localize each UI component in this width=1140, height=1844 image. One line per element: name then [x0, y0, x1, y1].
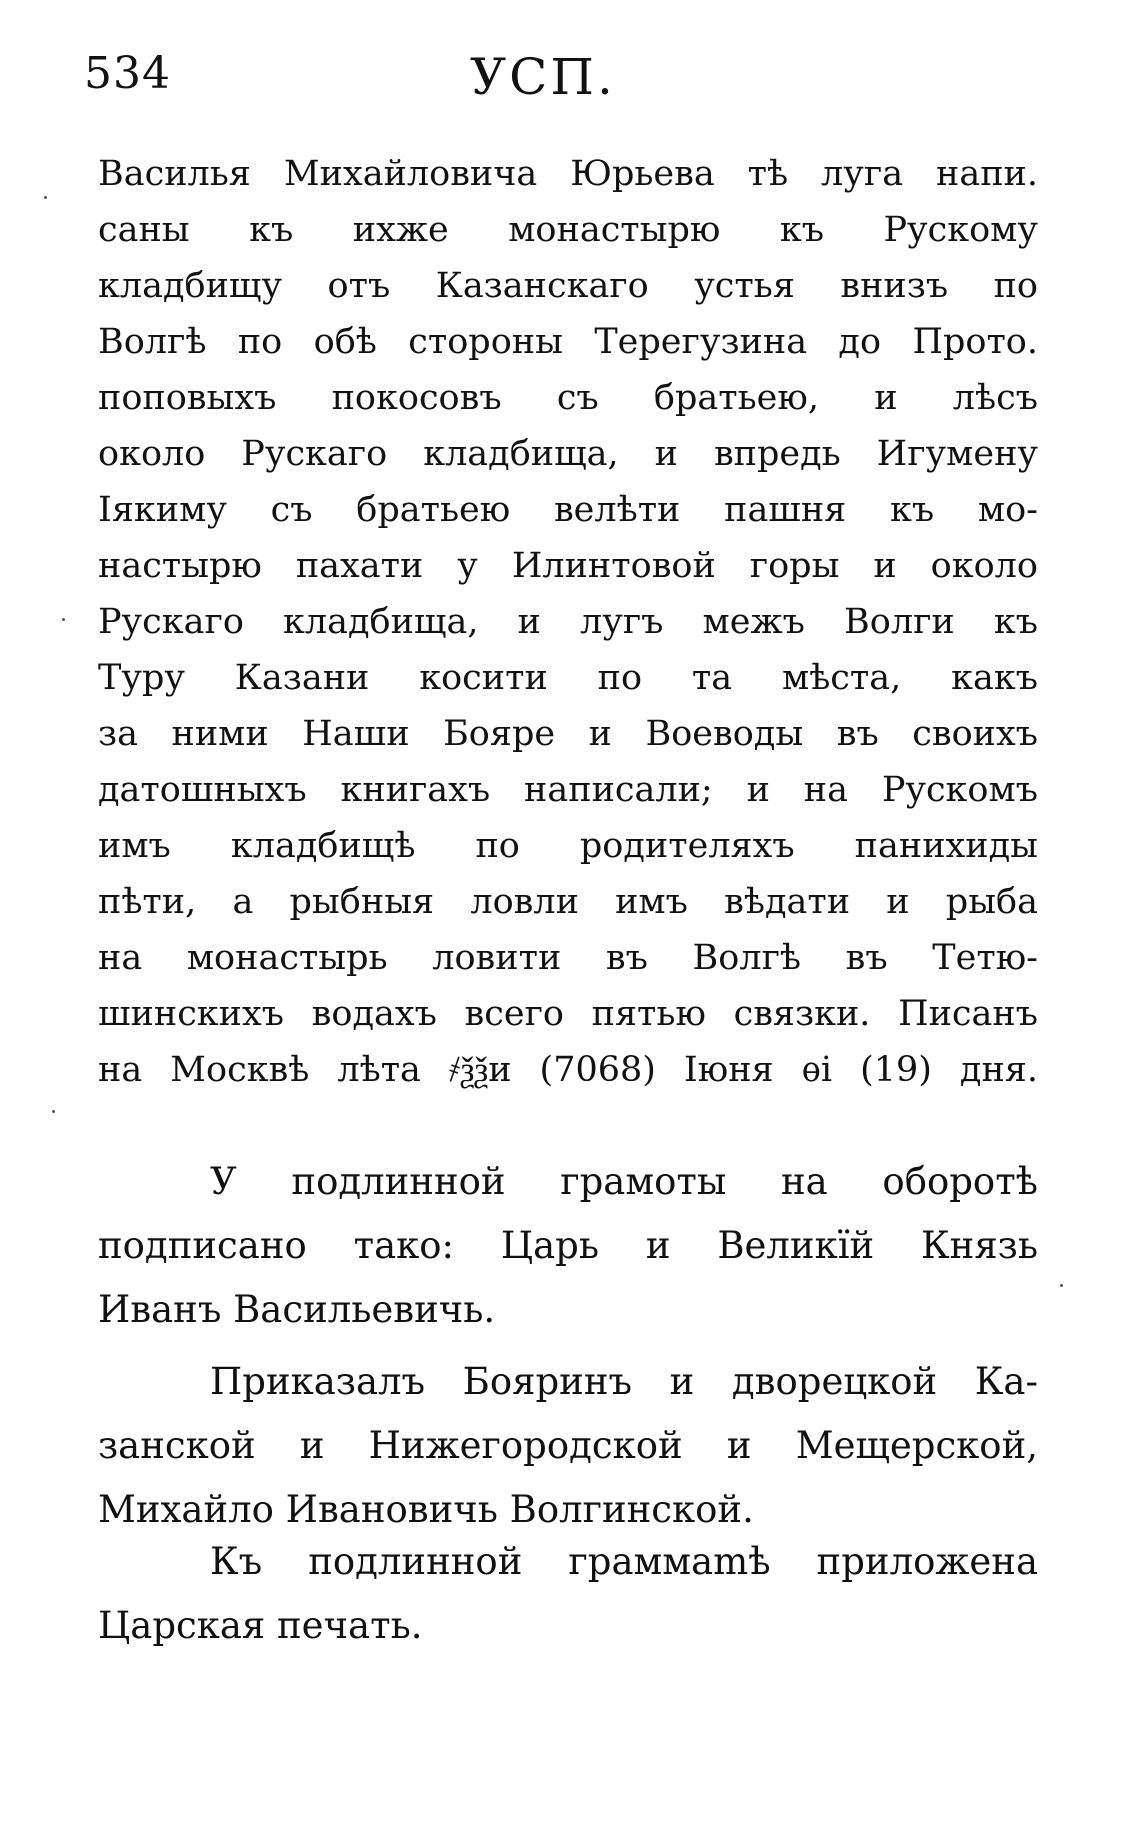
text-line: Царская печать. — [98, 1604, 423, 1647]
text-line: датошныхъ книгахъ написали; и на Рускомъ — [98, 770, 1038, 810]
text-line: кладбищу отъ Казанскаго устья внизъ по — [98, 266, 1038, 306]
text-line: Василья Михайловича Юрьева тѣ луга напи. — [98, 154, 1038, 194]
text-line: около Рускаго кладбища, и впредь Игумену — [98, 434, 1038, 474]
scan-speck — [52, 1110, 55, 1113]
text-line: Приказалъ Бояринъ и дворецкой Ка- — [210, 1360, 1038, 1403]
signature-paragraph — [98, 1150, 1038, 1342]
text-line: У подлинной грамоты на оборотѣ — [210, 1160, 1038, 1203]
text-line: Михайло Ивановичь Волгинской. — [98, 1488, 754, 1531]
text-line: Къ подлинной граммаmѣ приложена — [210, 1540, 1038, 1583]
scan-speck — [1060, 1284, 1063, 1287]
seal-paragraph — [98, 1530, 1038, 1658]
text-line: поповыхъ покосовъ съ братьею, и лѣсъ — [98, 378, 1038, 418]
text-line: Іякиму съ братьею велѣти пашня къ мо- — [98, 490, 1038, 530]
scan-speck — [62, 618, 65, 621]
page-number: 534 — [84, 48, 171, 99]
text-line: пѣти, а рыбныя ловли имъ вѣдати и рыба — [98, 882, 1038, 922]
text-line: шинскихъ водахъ всего пятью связки. Писанъ — [98, 994, 1038, 1034]
scan-speck — [44, 196, 47, 199]
text-line: Туру Казани косити по та мѣста, какъ — [98, 658, 1038, 698]
running-head-title: УСП. — [470, 48, 616, 106]
text-line: имъ кладбищѣ по родителяхъ панихиды — [98, 826, 1038, 866]
text-line: занской и Нижегородской и Мещерской, — [98, 1424, 1038, 1467]
text-line: на Москвѣ лѣта ҂ѯѯи (7068) Іюня ѳі (19) дня. — [98, 1050, 1038, 1090]
text-line: за ними Наши Бояре и Воеводы въ своихъ — [98, 714, 1038, 754]
text-line: подписано тако: Царь и Великїй Князь — [98, 1224, 1038, 1267]
text-line: на монастырь ловити въ Волгѣ въ Тетю- — [98, 938, 1038, 978]
text-line: Иванъ Васильевичь. — [98, 1288, 496, 1331]
text-line: Рускаго кладбища, и лугъ межъ Волги къ — [98, 602, 1038, 642]
order-paragraph — [98, 1350, 1038, 1542]
text-line: саны къ ихже монастырю къ Рускому — [98, 210, 1038, 250]
main-paragraph — [98, 146, 1038, 1098]
running-head — [0, 48, 1140, 108]
text-line: Волгѣ по обѣ стороны Терегузина до Прото. — [98, 322, 1038, 362]
text-line: настырю пахати у Илинтовой горы и около — [98, 546, 1038, 586]
